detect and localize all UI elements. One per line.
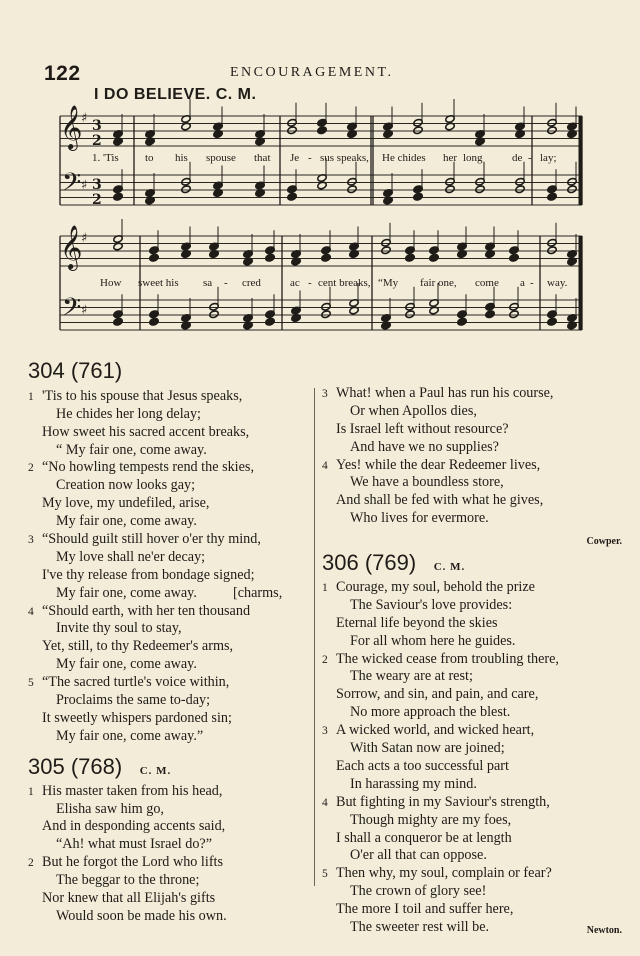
bass-staff-1 [60, 175, 582, 205]
lyric-syllable: - [308, 277, 312, 289]
verse-line [28, 692, 312, 710]
verse-line [322, 686, 622, 704]
verse-line [322, 457, 622, 475]
verse-text: Who lives for evermore. [350, 510, 489, 527]
verse-line [28, 818, 312, 836]
verse-text: My love shall ne'er decay; [56, 548, 206, 565]
note-head [515, 185, 525, 194]
verse-text: The Saviour's love provides: [350, 596, 513, 613]
note-head [405, 310, 415, 319]
verse-text: The weary are at rest; [350, 668, 473, 685]
verse-line [322, 794, 622, 812]
verse-line [28, 442, 312, 460]
verse-line [322, 704, 622, 722]
verse-text: We have a boundless store, [350, 474, 504, 491]
note-head [149, 317, 159, 326]
bass-clef-icon: 𝄢 [62, 293, 82, 328]
verse-text: The crown of glory see! [350, 883, 487, 900]
hymn-meter: C. M. [433, 561, 466, 574]
lyric-syllable: sa [203, 277, 213, 289]
note-head [321, 310, 331, 319]
verse-text: The wicked cease from troubling there, [336, 650, 559, 667]
verse-line [322, 633, 622, 651]
verse-text: “Should guilt still hover o'er thy mind, [42, 531, 261, 548]
verse-number: 2 [322, 653, 328, 666]
verse-number: 2 [28, 857, 34, 870]
verse-line [28, 728, 312, 746]
verse-text: With Satan now are joined; [350, 740, 505, 757]
lyric-syllable: to [145, 152, 154, 164]
note-head [149, 253, 159, 262]
time-signature-bottom: 2 [92, 133, 102, 149]
note-head [547, 246, 557, 255]
verse-text: For all whom here he guides. [350, 632, 516, 649]
tune-lyrics-line-2 [0, 277, 640, 291]
note-head [413, 126, 423, 135]
verse-text: “ My fair one, come away. [56, 441, 207, 458]
verse-text: My fair one, come away.” [56, 727, 204, 744]
verse-line [322, 722, 622, 740]
verse-text: O'er all that can oppose. [350, 847, 487, 864]
music-system-2 [60, 219, 582, 330]
verse-text: Or when Apollos dies, [350, 402, 477, 419]
lyric-syllable: - [528, 152, 532, 164]
note-head [567, 185, 577, 194]
lyric-syllable: way. [547, 277, 568, 289]
verse-text: Is Israel left without resource? [336, 420, 509, 437]
note-head [287, 126, 297, 135]
note-head [509, 253, 519, 262]
verse-line [28, 710, 312, 728]
running-head: ENCOURAGEMENT. [230, 65, 394, 80]
verse-text: And in desponding accents said, [42, 818, 226, 835]
verse-line [322, 439, 622, 457]
verse-text: Then why, my soul, complain or fear? [336, 865, 552, 882]
verse-line [28, 459, 312, 477]
lyric-syllable: lay; [540, 152, 557, 164]
tune-title: I DO BELIEVE. C. M. [94, 86, 257, 103]
lyric-syllable: de [512, 152, 523, 164]
verse-text: Invite thy soul to stay, [56, 620, 182, 637]
verse-text: He chides her long delay; [56, 405, 201, 422]
note-head [413, 192, 423, 201]
verse-line [322, 492, 622, 510]
verse-text: What! when a Paul has run his course, [336, 385, 554, 401]
verse-line [322, 740, 622, 758]
verse-text: I've thy release from bondage signed; [42, 566, 255, 583]
note-head [321, 253, 331, 262]
bass-clef-icon: 𝄢 [62, 168, 82, 203]
verse-text: But fighting in my Saviour's strength, [336, 793, 550, 810]
verse-text: “No howling tempests rend the skies, [42, 459, 254, 476]
lyric-syllable: fair one, [420, 277, 457, 289]
verse-text: “Ah! what must Israel do?” [56, 836, 213, 853]
note-head [405, 253, 415, 262]
page-number: 122 [44, 62, 81, 85]
verse-line [28, 567, 312, 585]
verse-text: “Should earth, with her ten thousand [42, 602, 251, 619]
note-head [265, 317, 275, 326]
verse-line [322, 615, 622, 633]
hymn-number: 306 (769) [322, 550, 417, 576]
verse-number: 1 [28, 785, 34, 798]
note-head [209, 310, 219, 319]
hymn-number: 305 (768) [28, 753, 123, 779]
note-head [445, 185, 455, 194]
lyric-syllable: - [224, 277, 228, 289]
verse-number: 4 [28, 605, 34, 618]
hymn-305-heading [28, 753, 312, 781]
note-head [113, 317, 123, 326]
lyric-syllable: that [254, 152, 271, 164]
lyric-syllable: How [100, 277, 122, 289]
time-signature-top: 3 [92, 177, 102, 193]
lyric-syllable: her [443, 152, 458, 164]
verse-line [322, 776, 622, 794]
hymn-304-text [28, 388, 312, 746]
verse-line [28, 908, 312, 926]
verse-text: Though mighty are my foes, [350, 811, 512, 828]
verse-line [28, 783, 312, 801]
lyric-syllable: - [530, 277, 534, 289]
verse-text: My fair one, come away. [56, 584, 197, 601]
verse-text: The beggar to the throne; [56, 872, 200, 889]
verse-line [28, 406, 312, 424]
hymn-305-author: Cowper. [586, 536, 622, 548]
treble-clef-icon: 𝄞 [60, 105, 83, 149]
verse-line [28, 656, 312, 674]
lyric-syllable: cred [242, 277, 261, 289]
lyric-syllable: Je [290, 152, 300, 164]
verse-number: 3 [28, 534, 34, 547]
note-head [317, 126, 327, 135]
note-head [485, 310, 495, 319]
verse-line [322, 830, 622, 848]
verse-line [322, 579, 622, 597]
note-head [429, 253, 439, 262]
verse-text: How sweet his sacred accent breaks, [42, 423, 250, 440]
verse-line [28, 620, 312, 638]
verse-line [28, 388, 312, 406]
verse-text: Yes! while the dear Redeemer lives, [336, 456, 541, 473]
verse-text: Each acts a too successful part [336, 757, 509, 774]
verse-text: The sweeter rest will be. [350, 918, 490, 935]
verse-line [322, 812, 622, 830]
verse-line [322, 403, 622, 421]
lyric-syllable: long [463, 152, 483, 164]
lyric-syllable: cent breaks, [318, 277, 371, 289]
verse-text: Elisha saw him go, [56, 800, 164, 817]
verse-line [322, 758, 622, 776]
verse-line [322, 474, 622, 492]
sharp-icon: ♯ [81, 111, 88, 126]
verse-text: A wicked world, and wicked heart, [336, 722, 535, 739]
verse-line [322, 865, 622, 883]
note-head [113, 192, 123, 201]
verse-text: His master taken from his head, [42, 782, 223, 799]
verse-text: It sweetly whispers pardoned sin; [42, 709, 232, 726]
verse-text: But he forgot the Lord who lifts [42, 854, 224, 871]
right-column [322, 385, 622, 935]
verse-text: Yet, still, to thy Redeemer's arms, [42, 638, 234, 655]
hymn-306-heading [322, 550, 622, 577]
verse-line [322, 385, 622, 403]
verse-text: In harassing my mind. [350, 775, 477, 792]
turnover-word: [charms, [233, 585, 283, 601]
hymn-306-text [322, 579, 622, 937]
verse-number: 5 [28, 677, 34, 690]
lyric-syllable: 1. 'Tis [92, 152, 119, 164]
verse-line [322, 847, 622, 865]
tune-lyrics-line-1 [0, 152, 640, 166]
hymn-305-text-continued [322, 385, 622, 528]
column-divider [314, 388, 315, 886]
verse-line [28, 424, 312, 442]
verse-text: Eternal life beyond the skies [336, 614, 498, 631]
hymn-305-text [28, 783, 312, 926]
verse-number: 1 [322, 582, 328, 595]
note-head [547, 192, 557, 201]
verse-text: 'Tis to his spouse that Jesus speaks, [42, 387, 243, 404]
verse-text: Nor knew that all Elijah's gifts [42, 889, 216, 906]
verse-text: Proclaims the same to-day; [56, 692, 211, 709]
verse-text: Sorrow, and sin, and pain, and care, [336, 686, 539, 703]
verse-line [28, 836, 312, 854]
verse-line [28, 872, 312, 890]
sharp-icon: ♯ [81, 178, 88, 193]
verse-line [28, 477, 312, 495]
note-head [265, 253, 275, 262]
note-head [547, 317, 557, 326]
verse-text: No more approach the blest. [350, 704, 511, 721]
verse-line [322, 901, 622, 919]
note-head [457, 317, 467, 326]
lyric-syllable: his [175, 152, 188, 164]
verse-text: Courage, my soul, behold the prize [336, 579, 535, 596]
verse-number: 3 [322, 388, 328, 400]
verse-line [322, 421, 622, 439]
verse-text: And have we no supplies? [350, 438, 499, 455]
verse-text: And shall be fed with what he gives, [336, 492, 544, 509]
verse-text: My fair one, come away. [56, 513, 197, 530]
note-head [509, 310, 519, 319]
verse-line [322, 510, 622, 528]
verse-text: The more I toil and suffer here, [336, 901, 514, 918]
verse-text: My love, my undefiled, arise, [42, 495, 210, 512]
verse-line [28, 531, 312, 549]
note-head [181, 185, 191, 194]
verse-text: My fair one, come away. [56, 656, 197, 673]
verse-text: Would soon be made his own. [56, 907, 227, 924]
verse-line [28, 549, 312, 567]
verse-line [322, 883, 622, 901]
note-head [547, 126, 557, 135]
verse-number: 5 [322, 868, 328, 881]
verse-line [28, 495, 312, 513]
verse-number: 1 [28, 390, 34, 403]
verse-line [28, 603, 312, 621]
note-head [475, 185, 485, 194]
verse-number: 2 [28, 462, 34, 475]
verse-line [28, 513, 312, 531]
lyric-syllable: come [475, 277, 499, 289]
verse-line [28, 674, 312, 692]
time-signature-top: 3 [92, 118, 102, 134]
sharp-icon: ♯ [81, 231, 88, 246]
sharp-icon: ♯ [81, 303, 88, 318]
verse-line [28, 638, 312, 656]
time-signature-bottom: 2 [92, 192, 102, 208]
verse-line [322, 651, 622, 669]
lyric-syllable: sweet his [138, 277, 179, 289]
verse-number: 4 [322, 459, 328, 472]
note-head [347, 185, 357, 194]
verse-line [28, 801, 312, 819]
hymn-number: 304 (761) [28, 358, 123, 383]
verse-line [322, 597, 622, 615]
hymn-306-author: Newton. [586, 924, 622, 936]
lyric-syllable: a [520, 277, 525, 289]
lyric-syllable: He chides [382, 152, 426, 164]
verse-text: I shall a conqueror be at length [336, 829, 512, 846]
lyric-syllable: ac [290, 277, 300, 289]
lyric-syllable: spouse [206, 152, 236, 164]
lyric-syllable: “My [378, 277, 399, 289]
treble-clef-icon: 𝄞 [60, 225, 83, 269]
note-head [381, 246, 391, 255]
verse-line [322, 668, 622, 686]
left-column [28, 358, 312, 926]
verse-line [28, 854, 312, 872]
hymn-meter: C. M. [139, 764, 172, 777]
verse-line [28, 890, 312, 908]
verse-number: 3 [322, 725, 328, 738]
music-score [0, 0, 640, 360]
verse-text: “The sacred turtle's voice within, [42, 674, 230, 691]
lyric-syllable: sus speaks, [320, 152, 369, 164]
note-head [287, 192, 297, 201]
lyric-syllable: - [308, 152, 312, 164]
hymn-304-heading [28, 358, 312, 384]
verse-text: Creation now looks gay; [56, 477, 196, 494]
verse-number: 4 [322, 796, 328, 809]
